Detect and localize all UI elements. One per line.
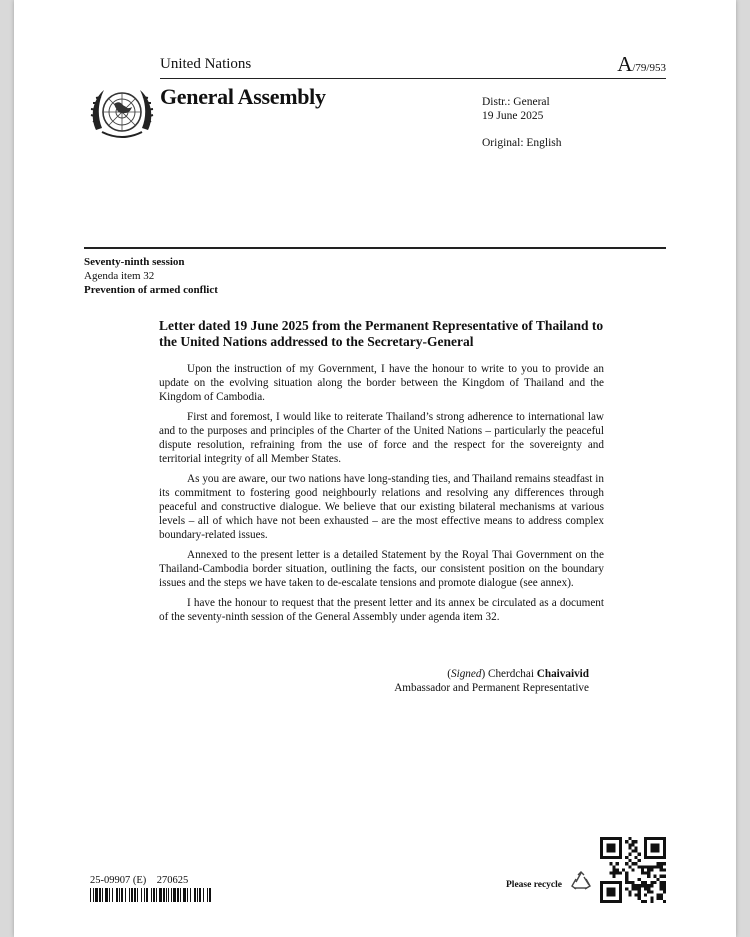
signed-label: Signed [451, 668, 482, 680]
paragraph: As you are aware, our two nations have long-standing ties, and Thailand remains steadfast in its commitment to fostering good neighbourly relations and resolving any differences through peaceful and constructive dialogue. We believe that our existing bilateral mechanisms at various levels – all of which have not been exhausted – are the most effective means to address complex boundary-related issues. [159, 473, 604, 541]
session-block [84, 255, 218, 297]
paragraph: I have the honour to request that the present letter and its annex be circulated as a document of the seventy-ninth session of the General Assembly under agenda item 32. [159, 597, 604, 623]
agenda-title: Prevention of armed conflict [84, 284, 218, 296]
signer-title: Ambassador and Permanent Representative [394, 682, 589, 694]
signature-line: (Signed) Cherdchai Chaivaivid [447, 668, 589, 680]
organization-name: United Nations [160, 56, 252, 72]
paragraph: Upon the instruction of my Government, I have the honour to write to you to provide an update on the evolving situation along the border between the Kingdom of Thailand and the Kingdom of Cambodia. [159, 363, 604, 403]
barcode-icon [90, 888, 212, 902]
document-symbol [617, 52, 666, 77]
qr-code-icon [600, 837, 666, 903]
signer-first-name: Cherdchai [487, 668, 534, 680]
agenda-item: Agenda item 32 [84, 270, 155, 282]
recycle-icon [570, 871, 592, 893]
un-emblem-icon [88, 84, 156, 146]
original-language: Original: English [482, 137, 562, 149]
signer-last-name: Chaivaivid [536, 668, 589, 680]
letter-title: Letter dated 19 June 2025 from the Permanent Representative of Thailand to the United Nations addressed to the Secretary-General [159, 318, 604, 349]
letter-body [159, 362, 604, 630]
document-page [14, 0, 736, 937]
signature-block [394, 667, 589, 695]
session-name: Seventy-ninth session [84, 256, 185, 268]
recycle-label: Please recycle [506, 880, 562, 890]
document-date: 19 June 2025 [482, 110, 544, 122]
document-number: 25-09907 (E) 270625 [90, 875, 189, 886]
body-name: General Assembly [160, 84, 326, 109]
paragraph: Annexed to the present letter is a detailed Statement by the Royal Thai Government on the Thailand-Cambodia border situation, outlining the facts, our consistent position on the boundary issues and the steps we have taken to de-escalate tensions and promote dialogue (see annex). [159, 549, 604, 589]
distribution-label: Distr.: General [482, 96, 550, 108]
header-rule [160, 78, 666, 79]
symbol-main: A [617, 52, 633, 76]
distribution-block [482, 95, 550, 123]
symbol-rest: /79/953 [632, 62, 666, 74]
paragraph: First and foremost, I would like to reiterate Thailand’s strong adherence to international law and to the purposes and principles of the Charter of the United Nations – particularly the peaceful dispute resolution, refraining from the use of force and the respect for the sovereignty and territorial integrity of all Member States. [159, 411, 604, 465]
session-rule [84, 247, 666, 249]
